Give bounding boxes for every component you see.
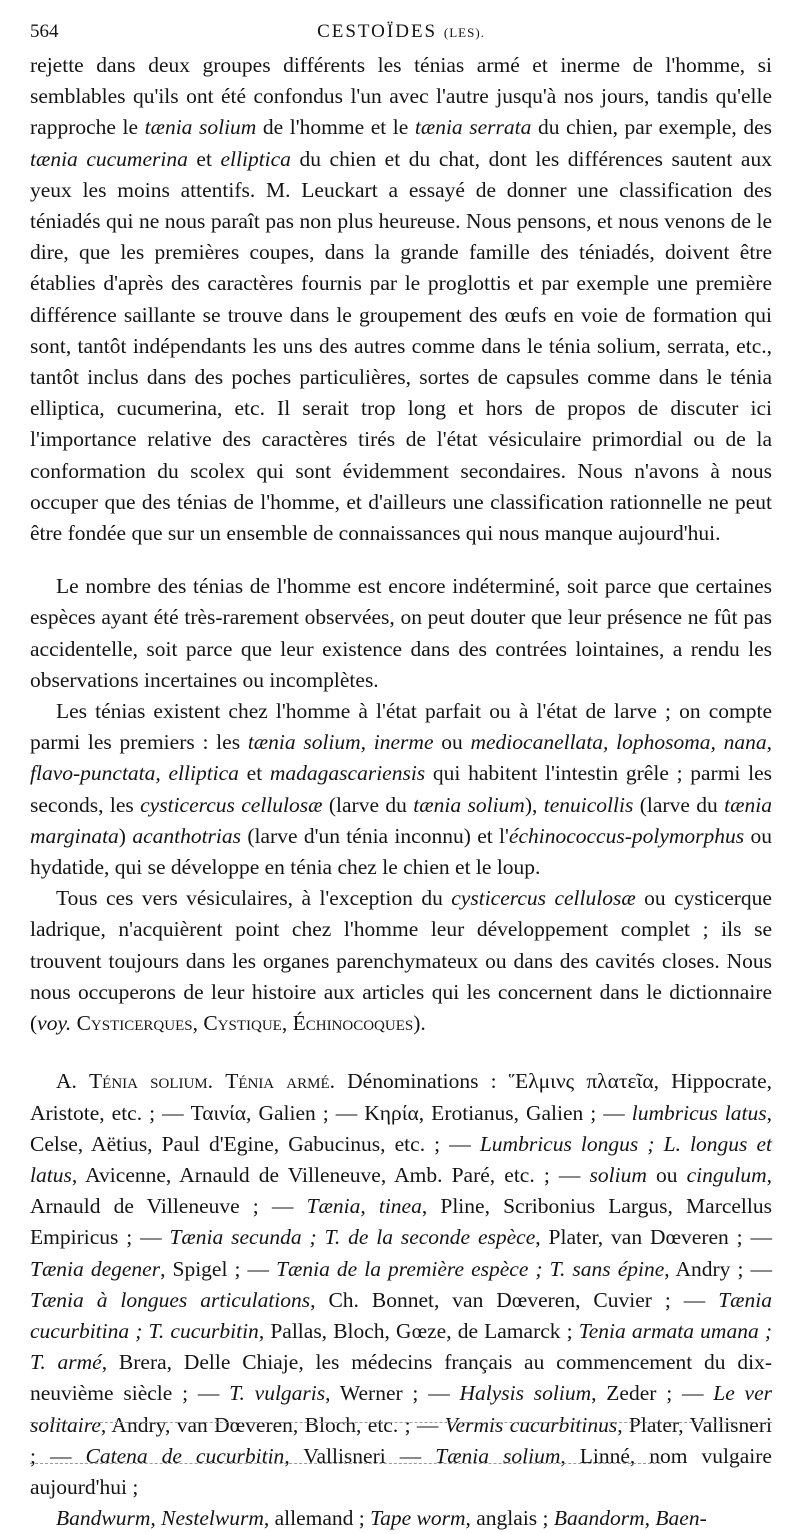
italic-term: Halysis solium [459, 1381, 592, 1406]
text-run: Tous ces vers vésiculaires, à l'exception du [56, 886, 452, 911]
italic-term: solium [589, 1162, 647, 1187]
text-run: , Spigel ; — [160, 1256, 277, 1281]
italic-term: T. vulgaris [229, 1381, 326, 1406]
text-run: , allemand ; [263, 1506, 371, 1531]
italic-term: Catena de cucurbitin [85, 1443, 285, 1468]
text-run: , Plater, van Dœveren ; — [535, 1225, 772, 1250]
italic-term: tænia solium [144, 115, 257, 140]
italic-term: tenuicollis [543, 792, 634, 817]
section-heading-tenia-solium: Ténia solium. [89, 1069, 214, 1094]
page-number: 564 [30, 21, 59, 42]
text-run: ). [413, 1011, 426, 1036]
italic-term: tænia solium, inerme [247, 730, 434, 755]
italic-term: échinococcus-polymorphus [508, 823, 745, 848]
text-run: , Ch. Bonnet, van Dœveren, Cuvier ; — [310, 1287, 719, 1312]
italic-term: Tænia solium [435, 1443, 561, 1468]
text-run: Dénominations : Ἕλμινς πλατεῖα, Hippocrate, Aristote, etc. ; — Ταινία, Galien ; — Κηρία, Erotianus, Galien ; — [30, 1069, 772, 1125]
text-run: , Celse, Aëtius, Paul d'Egine, Gabucinus, etc. ; — [30, 1100, 772, 1156]
text-run: (larve d'un ténia inconnu) et l' [241, 823, 509, 848]
italic-term: tænia serrata [414, 115, 532, 140]
smallcaps-reference: Cysticerques, Cystique, Échinocoques [76, 1011, 414, 1036]
text-run: , Linné, nom vulgaire aujourd'hui ; [30, 1443, 772, 1499]
text-run: , Zeder ; — [591, 1381, 714, 1406]
italic-term: voy. [37, 1011, 72, 1036]
italic-term: Tænia à longues articulations [30, 1287, 311, 1312]
text-run: du chien, par exemple, des [531, 115, 773, 140]
paragraph-classification [30, 50, 772, 549]
text-run: , Plater, Vallisneri ; — [30, 1412, 772, 1468]
paragraph-vernacular-names [30, 1503, 772, 1534]
text-run: ou cysticerque ladrique, n'acquièrent point chez l'homme leur développement complet ; ils se trouvent toujours dans les organes parenchymateux ou dans des cavités closes. Nous nous occuperons de leur histoire aux articles qui les concernent dans le dictionnaire ( [30, 886, 772, 1036]
italic-term: madagascariensis [269, 761, 426, 786]
paragraph-adult-and-larva [30, 696, 772, 883]
section-heading-tenia-arme: Ténia armé. [225, 1069, 335, 1094]
text-run: rejette dans deux groupes différents les ténias armé et inerme de l'homme, si semblables qu'ils ont été confondus l'un avec l'autre jusqu'à nos jours, tandis qu'elle rapproche le [30, 53, 772, 140]
text-run: A. [56, 1069, 90, 1094]
text-run: ) [118, 823, 133, 848]
paragraph-number-of-tenias [30, 571, 772, 696]
italic-term: Lumbricus longus ; L. longus et latus [30, 1131, 772, 1187]
text-run: , Avicenne, Arnauld de Villeneuve, Amb. Paré, etc. ; — [71, 1162, 590, 1187]
text-run: , Arnauld de Villeneuve ; — [30, 1162, 772, 1219]
text-run: Le nombre des ténias de l'homme est encore indéterminé, soit parce que certaines espèces ayant été très-rarement observées, on peut douter que leur présence ne fût pas accidentelle, soit parce que leur existence dans des contrées lointaines, a rendu les observations incertaines ou incomplètes. [30, 574, 772, 692]
footer-dotted-rule [30, 1422, 772, 1423]
paragraph-spacer [30, 1039, 772, 1066]
italic-term: cysticercus cellulosæ [140, 792, 323, 817]
text-run: ou [646, 1162, 687, 1187]
italic-term: elliptica [220, 146, 291, 171]
italic-term: tænia solium [413, 792, 525, 817]
text-run: , Andry ; — [664, 1256, 772, 1281]
text-run: qui habitent l'intestin grêle ; parmi les seconds, les [30, 761, 773, 817]
text-run: , Andry, van Dœveren, Bloch, etc. ; — [100, 1412, 445, 1437]
text-run: , Werner ; — [325, 1381, 460, 1406]
italic-term: cysticercus cellulosæ [451, 886, 636, 911]
text-run: et [238, 761, 270, 786]
italic-term: mediocanellata, lophosoma, nana, flavo-punctata, elliptica [30, 730, 773, 786]
italic-term: Bandwurm, Nestelwurm [56, 1506, 264, 1531]
text-run: , Pallas, Bloch, Gœze, de Lamarck ; [258, 1318, 579, 1343]
paragraph-spacer [30, 549, 772, 571]
text-run: de l'homme et le [256, 115, 415, 140]
italic-term: tænia marginata [30, 792, 772, 848]
italic-term: Tænia cucurbitina ; T. cucurbitin [30, 1287, 772, 1343]
text-run [213, 1069, 225, 1093]
text-run: ou [433, 730, 471, 755]
italic-term: Vermis cucurbitinus [444, 1412, 618, 1437]
italic-term: lumbricus latus [631, 1100, 767, 1125]
italic-term: Le ver solitaire [30, 1381, 773, 1437]
paragraph-vesicular-worms [30, 883, 772, 1039]
page-footer-marks [30, 1418, 772, 1478]
italic-term: Tænia secunda ; T. de la seconde espèce [169, 1225, 536, 1250]
text-run: (larve du [633, 792, 725, 817]
italic-term: tænia cucumerina [30, 146, 188, 171]
running-title [30, 14, 772, 51]
text-run: Les ténias existent chez l'homme à l'état parfait ou à l'état de larve ; on compte parmi les premiers : les [30, 699, 772, 755]
text-run: (larve du [322, 792, 414, 817]
text-run: du chien et du chat, dont les différences sautent aux yeux les moins attentifs. M. Leuckart a essayé de donner une classification des téniadés qui ne nous paraît pas non plus heureuse. Nous pensons, et nous venons de le dire, que les premières coupes, dans la grande famille des téniadés, doivent être établies d'après des caractères fournis par le proglottis et par exemple une première différence saillante se trouve dans le groupement des œufs en voie de formation qui sont, tantôt indépendants les uns des autres comme dans le ténia solium, serrata, etc., tantôt inclus dans des poches particulières, sortes de capsules comme dans le ténia elliptica, cucumerina, etc. Il serait trop long et hors de propos de discuter ici l'importance relative des caractères tirés de l'état vésiculaire primordial ou de la conformation du scolex qui sont évidemment secondaires. Nous n'avons à nous occuper que des ténias de l'homme, et d'ailleurs une classification rationnelle ne peut être fondée que sur un ensemble de connaissances qui nous manque aujourd'hui. [30, 146, 772, 546]
text-run: , Pline, Scribonius Largus, Marcellus Empiricus ; — [30, 1194, 772, 1250]
running-title-suffix: (LES). [443, 25, 485, 40]
italic-term: Baandorm, Baen- [553, 1506, 707, 1531]
text-run: , anglais ; [465, 1506, 554, 1531]
italic-term: Tænia degener [30, 1256, 161, 1281]
text-run: ou hydatide, qui se développe en ténia chez le chien et le loup. [30, 823, 772, 880]
italic-term: Tænia de la première espèce ; T. sans épine [276, 1256, 665, 1281]
italic-term: Tenia armata umana ; T. armé [30, 1318, 772, 1375]
text-run: , Vallisneri — [284, 1443, 436, 1468]
italic-term: cingulum [686, 1162, 767, 1187]
page-header [30, 14, 772, 50]
text-run: ), [524, 792, 544, 817]
italic-term: Tape worm [370, 1506, 466, 1531]
running-title-main: CESTOÏDES [317, 21, 438, 42]
text-run: et [187, 146, 221, 171]
text-run: , Brera, Delle Chiaje, les médecins français au commencement du dix-neuvième siècle ; — [30, 1350, 772, 1406]
italic-term: acanthotrias [132, 823, 242, 848]
italic-term: Tænia, tinea [306, 1194, 422, 1219]
footer-dotted-rule [30, 1463, 661, 1464]
